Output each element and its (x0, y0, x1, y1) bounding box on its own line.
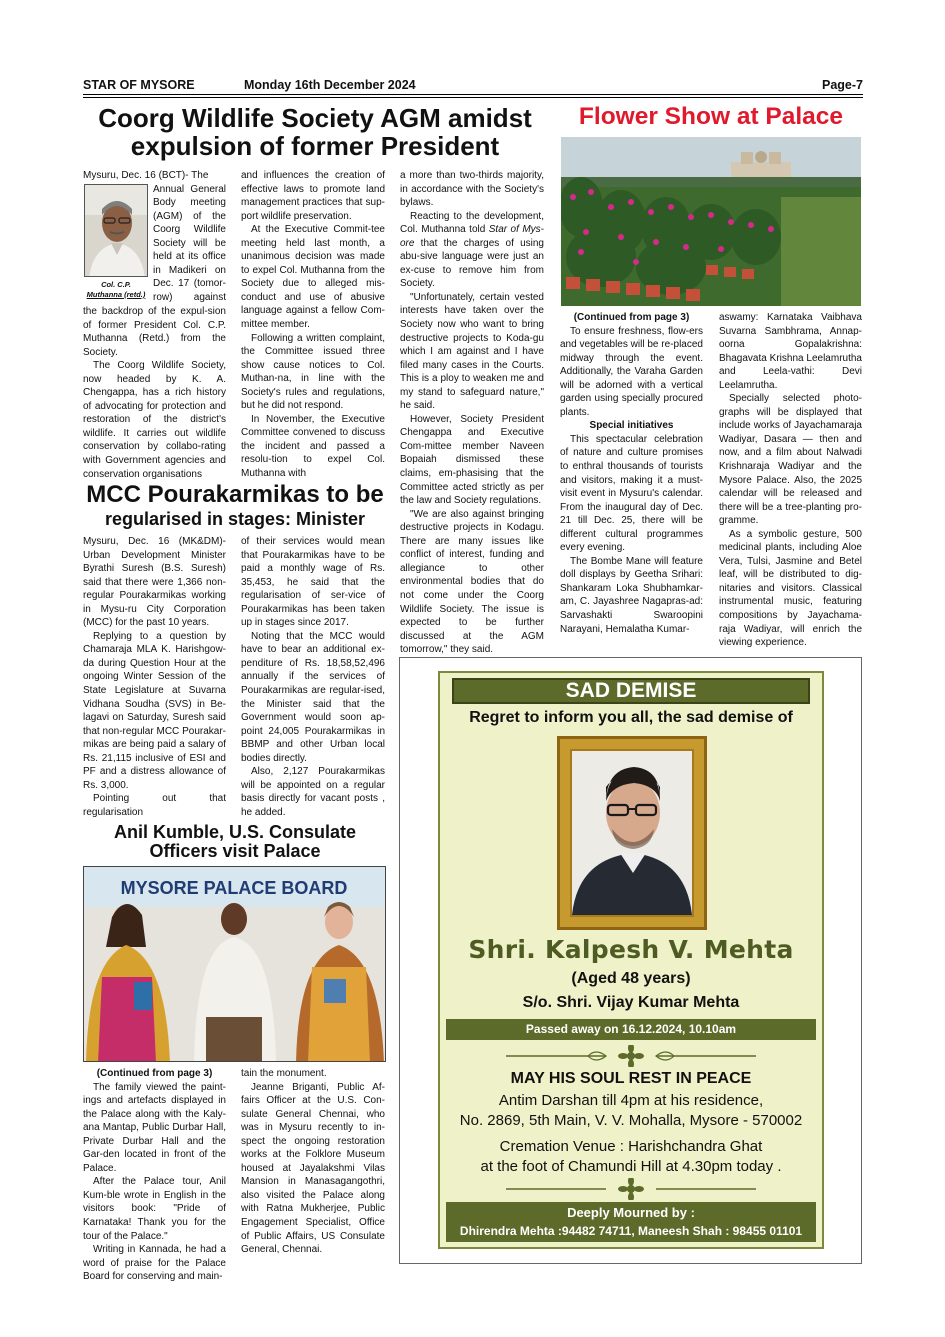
flower-col1-p1: To ensure freshness, flow-ers and vegetables will be re-placed midway through the event. Additionally, the Varaha Garden will be adorned with a vertical garden using specially procured plants. (560, 325, 703, 418)
coorg-col2-p1: and influences the creation of effective laws to promote land management practices that sup-port wildlife preservation. (241, 170, 385, 222)
flower-subhead: Special initiatives (589, 420, 674, 432)
ad-title: SAD DEMISE (452, 678, 810, 704)
palace-board-sign: MYSORE PALACE BOARD (120, 878, 348, 898)
flower-col2-p2: Specially selected photo-graphs will be displayed that include works of Jayachamaraja Wadiyar, Dasara — then and now, and a film about Nalwadi Krishnaraja Wadiyar and the Mysore Palace. Also, the 2025 calendar will be released and there will be a tree-planting pro-gramme. (719, 393, 862, 527)
ad-cremation-line2: at the foot of Chamundi Hill at 4.30pm today . (480, 1158, 782, 1175)
ad-name: Shri. Kalpesh V. Mehta (468, 935, 794, 964)
ad-mourned-box (446, 1202, 816, 1242)
kumble-col1 (83, 1067, 226, 1284)
coorg-wrap-line: Coorg Wildlife (153, 224, 226, 236)
flower-col2-p1: aswamy: Karnataka Vaibhava Suvarna Sambhrama, Annap-oorna Gopalakrishna: Bhagavata Krishna Leelamrutha and Leela-vathi: Devi Leelamrutha. (719, 312, 862, 391)
flower-col2-p3: As a symbolic gesture, 500 medicinal plants, including Aloe Vera, Tulsi, Jasmine and Betel leaf, will be distributed to dig-nitaries and visitors. Classical instrumental music, featuring compositions by Jayachama-raja Wadiyar, will enrich the viewing experience. (719, 528, 862, 649)
mcc-col2-p3: Also, 2,127 Pourakarmikas will be appointed on a regular basis directly for vacant posts , he added. (241, 766, 385, 818)
flower-headline: Flower Show at Palace (578, 103, 844, 130)
portrait-figure (572, 751, 692, 915)
kumble-col1-p2: After the Palace tour, Anil Kum-ble wrote in English in the visitors book: "Pride of Karnataka! Thank you for the tour of the Palace." (83, 1176, 226, 1242)
mcc-col1-p3: Pointing out that regularisation (83, 793, 226, 818)
mcc-col2-p1: of their services would mean that Pourakarmikas have to be paid a monthly wage of Rs. 35,453, he said that the regularisation of ser-vice of Pourakarmikas has been taken up in stages since 2017. (241, 536, 385, 629)
muthanna-photo (84, 184, 148, 277)
portrait-photo (570, 749, 694, 917)
ad-passed-away: Passed away on 16.12.2024, 10.10am (446, 1019, 816, 1040)
ad-darshan-line2: No. 2869, 5th Main, V. V. Mohalla, Mysore - 570002 (459, 1112, 803, 1129)
coorg-col3-p1: a more than two-thirds majority, in accordance with the Society's bylaws. (400, 170, 544, 209)
header-rule-thin (83, 97, 863, 98)
paper-name: STAR OF MYSORE (83, 78, 195, 92)
ad-rip: MAY HIS SOUL REST IN PEACE (510, 1070, 752, 1087)
flower-col1 (560, 311, 703, 636)
coorg-wrap-line: row) against (153, 291, 226, 303)
mcc-col2 (241, 535, 385, 819)
ornament-icon (496, 1045, 766, 1067)
coorg-col3-p4: However, Society President Chengappa and Executive Com-mittee member Naveen Bopaiah dismissed these claims, em-phasising that the Committee acted strictly as per the law and Society regulations. (400, 413, 544, 507)
coorg-headline-line1: Coorg Wildlife Society AGM amidst (98, 103, 532, 133)
page-number: Page-7 (822, 78, 863, 92)
kumble-headline-line1: Anil Kumble, U.S. Consulate (113, 822, 357, 842)
coorg-col3-p2-em: Star of Mys-ore (400, 224, 544, 249)
coorg-col1 (83, 305, 226, 481)
coorg-wrap-line: Annual General (153, 183, 226, 195)
ad-cremation-line1: Cremation Venue : Harishchandra Ghat (499, 1138, 763, 1155)
ornament-icon (496, 1178, 766, 1200)
coorg-dateline: Mysuru, Dec. 16 (BCT)- The (83, 170, 209, 181)
ad-mourned: Deeply Mourned by : (567, 1205, 695, 1220)
ad-regret: Regret to inform you all, the sad demise of (469, 709, 793, 726)
kumble-scene (84, 867, 386, 1062)
kumble-headline-line2: Officers visit Palace (149, 841, 321, 862)
ad-son-of: S/o. Shri. Vijay Kumar Mehta (522, 994, 740, 1011)
coorg-col2-p3: Following a written complaint, the Committee issued three show cause notices to Col. Muthan-na, in line with the Society's rules and regulations, but he did not respond. (241, 332, 385, 412)
kumble-continued: (Continued from page 3) (96, 1068, 213, 1079)
kumble-col2 (241, 1067, 385, 1257)
coorg-col3-p3: "Unfortunately, certain vested interests have taken over the Society now who want to bring destructive projects to Koda-gu which I am against and I have filed many cases in the Courts. This is a ploy to weaken me and my stand to safeguard nature," he said. (400, 291, 544, 412)
ad-age: (Aged 48 years) (571, 970, 691, 987)
muthanna-portrait (85, 185, 148, 277)
ornament-divider-bottom (496, 1178, 766, 1200)
kumble-col1-p3: Writing in Kannada, he had a word of praise for the Palace Board for conserving and main- (83, 1244, 226, 1283)
muthanna-caption (80, 280, 152, 300)
mcc-col2-p2: Noting that the MCC would have to bear an additional ex-penditure of Rs. 18,58,52,496 annually if the services of Pourakarmikas are regular-ised, the Minister said that the Government would soon ap-point 24,005 Pourakarmikas in BBMP and other Urban local bodies directly. (241, 630, 385, 764)
coorg-col3-p2 (400, 210, 544, 291)
muthanna-caption-line1: Col. C.P. (101, 280, 131, 289)
coorg-wrap-line: Body meeting (153, 197, 226, 209)
mcc-headline-line2: regularised in stages: Minister (104, 508, 366, 529)
flower-col1-p3: The Bombe Mane will feature doll displays by Geetha Srihari: Shankaram Loka Shubhamkar-am, C. Jayashree Nagapras-ad: Sarvashakti Swaroopini Narayani, Hemalatha Kumar- (560, 555, 703, 635)
coorg-headline-line2: expulsion of former President (130, 131, 500, 162)
ad-contacts: Dhirendra Mehta :94482 74711, Maneesh Shah : 98455 01101 (459, 1224, 803, 1238)
issue-date: Monday 16th December 2024 (244, 78, 416, 92)
ornament-divider-top (496, 1045, 766, 1067)
coorg-col2-p4: In November, the Executive Committee convened to discuss the incident and passed a resolu-tion to expel Col. Muthanna with (241, 413, 385, 480)
kumble-headline (80, 823, 390, 862)
coorg-col1-p1: the backdrop of the expul-sion of former President Col. C.P. Muthanna (Retd.) from the Society. (83, 306, 226, 358)
flower-col1-p2: This spectacular celebration of nature and culture promises to enthral thousands of tourists and visitors, making it a must-visit event in Mysuru's calendar. From the inaugural day of Dec. 21 till Dec. 25, there will be different cultural programmes every evening. (560, 433, 703, 554)
coorg-wrap-line: (AGM) of the (153, 210, 226, 222)
mcc-col1-p1: Mysuru, Dec. 16 (MK&DM)- Urban Development Minister Byrathi Suresh (B.S. Suresh) said that there were 1,366 non-regular Pourakarmikas working in Mysu-ru City Corporation (MCC) for the past 10 years. (83, 536, 226, 629)
flower-continued: (Continued from page 3) (573, 312, 690, 323)
portrait-frame (557, 736, 707, 930)
coorg-col3-p2-b: that the charges of using abu-sive language were just an ex-cuse to remove him from Society. (400, 237, 544, 290)
ad-darshan-line1: Antim Darshan till 4pm at his residence, (498, 1092, 764, 1109)
mcc-headline-line1: MCC Pourakarmikas to be (86, 481, 384, 508)
header-rule (83, 94, 863, 95)
coorg-col1-p2: The Coorg Wildlife Society, now headed by K. A. Chengappa, has a rich history of advocating for protection and restoration of the district's wildlife. It carries out wildlife conservation by collabo-rating with Government agencies and conservation organisations (83, 360, 226, 480)
coorg-headline (80, 104, 550, 160)
mcc-col1-p2: Replying to a question by Chamaraja MLA K. Harishgow-da during Question Hour at the ongoing Winter Session of the State Legislature at Suvarna Vidhana Soudha (SVS) in Be-lagavi on Saturday, Suresh said that non-regular MCC Pourakar-mikas are being paid a salary of Rs. 21,115 inclusive of ESI and PF and a distress allowance of Rs. 3,000. (83, 630, 226, 791)
mcc-headline (80, 482, 390, 529)
coorg-col3 (400, 169, 544, 657)
kumble-col1-p1: The family viewed the paint-ings and artefacts displayed in the Palace along with the Kaly-ana Mantap, Public Durbar Hall, Private Durbar Hall and the Gar-den located in front of the Palace. (83, 1081, 226, 1174)
coorg-col2 (241, 169, 385, 481)
kumble-photo (83, 866, 386, 1062)
flower-show-scene (561, 137, 861, 306)
flower-show-photo (561, 137, 861, 306)
coorg-col3-p2-a: Reacting to the development, Col. Muthanna told (400, 210, 544, 236)
flower-col2 (719, 311, 862, 650)
coorg-col3-p5: "We are also against bringing destructive projects in Kodagu. There are many issues like conflict of interest, funding and allegiance to other environmental bodies that do not come under the Coorg Wildlife Society. The issue is expected to be further discussed at the AGM tomorrow," they said. (400, 508, 544, 656)
coorg-wrap-line: Society will be (153, 237, 226, 249)
coorg-wrap-line: held at its office (153, 251, 226, 263)
kumble-col2-p2: Jeanne Briganti, Public Af-fairs Officer at the U.S. Con-sulate General Chennai, who was in Mysuru recently to in-spect the ongoing restoration works at the Folklore Museum housed at Jayalakshmi Vilas Mansion in Manasagangothri, also visited the Palace along with Ratna Mukherjee, Public Engagement Specialist, Office of Public Affairs, US Consulate General, Chennai. (241, 1081, 385, 1256)
coorg-wrap-line: in Madikeri on (153, 264, 226, 276)
mcc-col1 (83, 535, 226, 819)
muthanna-caption-line2: Muthanna (retd.) (86, 290, 146, 299)
coorg-wrap-line: Dec. 17 (tomor- (153, 278, 226, 290)
coorg-col2-p2: At the Executive Commit-tee meeting held last month, a unanimous decision was made to expel Col. Muthanna from the Society due to alleged mis-conduct and use of abusive language against a fellow Com-mittee member. (241, 224, 385, 331)
kumble-col2-p1: tain the monument. (241, 1068, 327, 1079)
